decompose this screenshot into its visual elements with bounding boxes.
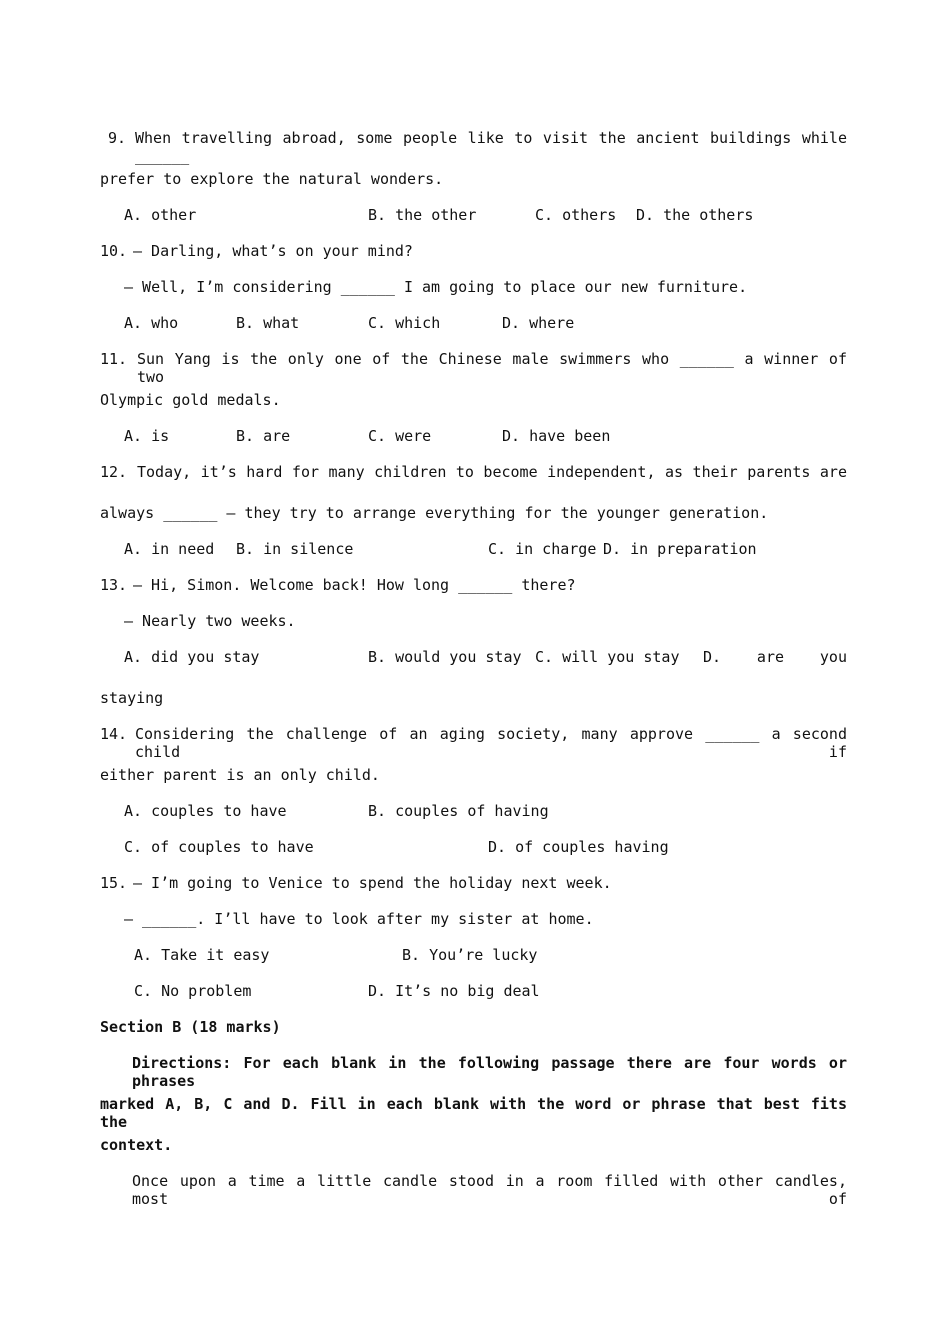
question-12-option-d: D. in preparation <box>603 540 757 558</box>
question-15-option-a: A. Take it easy <box>134 946 270 964</box>
section-b-directions-line-3: context. <box>100 1136 173 1154</box>
question-10-stem: — Darling, what’s on your mind? <box>133 242 413 260</box>
question-11-number: 11. <box>100 350 128 368</box>
question-13-option-b: B. would you stay <box>368 648 522 666</box>
question-10-option-b: B. what <box>236 314 300 332</box>
question-15-reply: — ______. I’ll have to look after my sister at home. <box>124 910 594 928</box>
question-11-option-c: C. were <box>368 427 432 445</box>
question-15-number: 15. <box>100 874 128 892</box>
question-15-option-b: B. You’re lucky <box>402 946 538 964</box>
question-14-option-d: D. of couples having <box>488 838 669 856</box>
question-9-number: 9. <box>108 129 127 147</box>
question-13-number: 13. <box>100 576 128 594</box>
question-12-option-c: C. in charge <box>488 540 597 558</box>
question-14-stem-continued: either parent is an only child. <box>100 766 380 784</box>
question-9-option-c: C. others <box>535 206 617 224</box>
question-9-option-d: D. the others <box>636 206 754 224</box>
question-10-number: 10. <box>100 242 128 260</box>
question-13-option-a: A. did you stay <box>124 648 260 666</box>
question-9-stem: When travelling abroad, some people like to visit the ancient buildings while ______ <box>135 129 847 165</box>
question-14-option-a: A. couples to have <box>124 802 287 820</box>
section-b-heading: Section B (18 marks) <box>100 1018 281 1036</box>
question-14-option-c: C. of couples to have <box>124 838 314 856</box>
question-10-option-c: C. which <box>368 314 441 332</box>
section-b-directions-line-2: marked A, B, C and D. Fill in each blank with the word or phrase that best fits the <box>100 1095 847 1131</box>
question-10-option-d: D. where <box>502 314 575 332</box>
question-12-option-a: A. in need <box>124 540 215 558</box>
question-9-option-b: B. the other <box>368 206 477 224</box>
question-11-stem-continued: Olympic gold medals. <box>100 391 281 409</box>
question-14-stem: Considering the challenge of an aging society, many approve ______ a second child if <box>135 725 847 761</box>
question-15-stem: — I’m going to Venice to spend the holiday next week. <box>133 874 612 892</box>
question-11-stem: Sun Yang is the only one of the Chinese male swimmers who ______ a winner of two <box>137 350 847 386</box>
question-11-option-a: A. is <box>124 427 170 445</box>
question-12-option-b: B. in silence <box>236 540 354 558</box>
question-13-option-d: D. are you <box>703 648 847 666</box>
question-10-reply: — Well, I’m considering ______ I am going to place our new furniture. <box>124 278 748 296</box>
question-13-option-d-continued: staying <box>100 689 164 707</box>
question-13-reply: — Nearly two weeks. <box>124 612 296 630</box>
question-11-option-d: D. have been <box>502 427 611 445</box>
question-15-option-d: D. It’s no big deal <box>368 982 540 1000</box>
question-12-number: 12. <box>100 463 128 481</box>
passage-first-line: Once upon a time a little candle stood in a room filled with other candles, most of <box>132 1172 847 1208</box>
question-13-stem: — Hi, Simon. Welcome back! How long ______ there? <box>133 576 576 594</box>
question-9-option-a: A. other <box>124 206 197 224</box>
question-14-number: 14. <box>100 725 128 743</box>
question-12-stem: Today, it’s hard for many children to become independent, as their parents are <box>137 463 847 481</box>
question-10-option-a: A. who <box>124 314 179 332</box>
question-15-option-c: C. No problem <box>134 982 252 1000</box>
question-13-option-c: C. will you stay <box>535 648 680 666</box>
section-b-directions-line-1: Directions: For each blank in the following passage there are four words or phrases <box>132 1054 847 1090</box>
question-9-stem-continued: prefer to explore the natural wonders. <box>100 170 444 188</box>
question-11-option-b: B. are <box>236 427 291 445</box>
question-12-stem-continued: always ______ — they try to arrange everything for the younger generation. <box>100 504 769 522</box>
question-14-option-b: B. couples of having <box>368 802 549 820</box>
